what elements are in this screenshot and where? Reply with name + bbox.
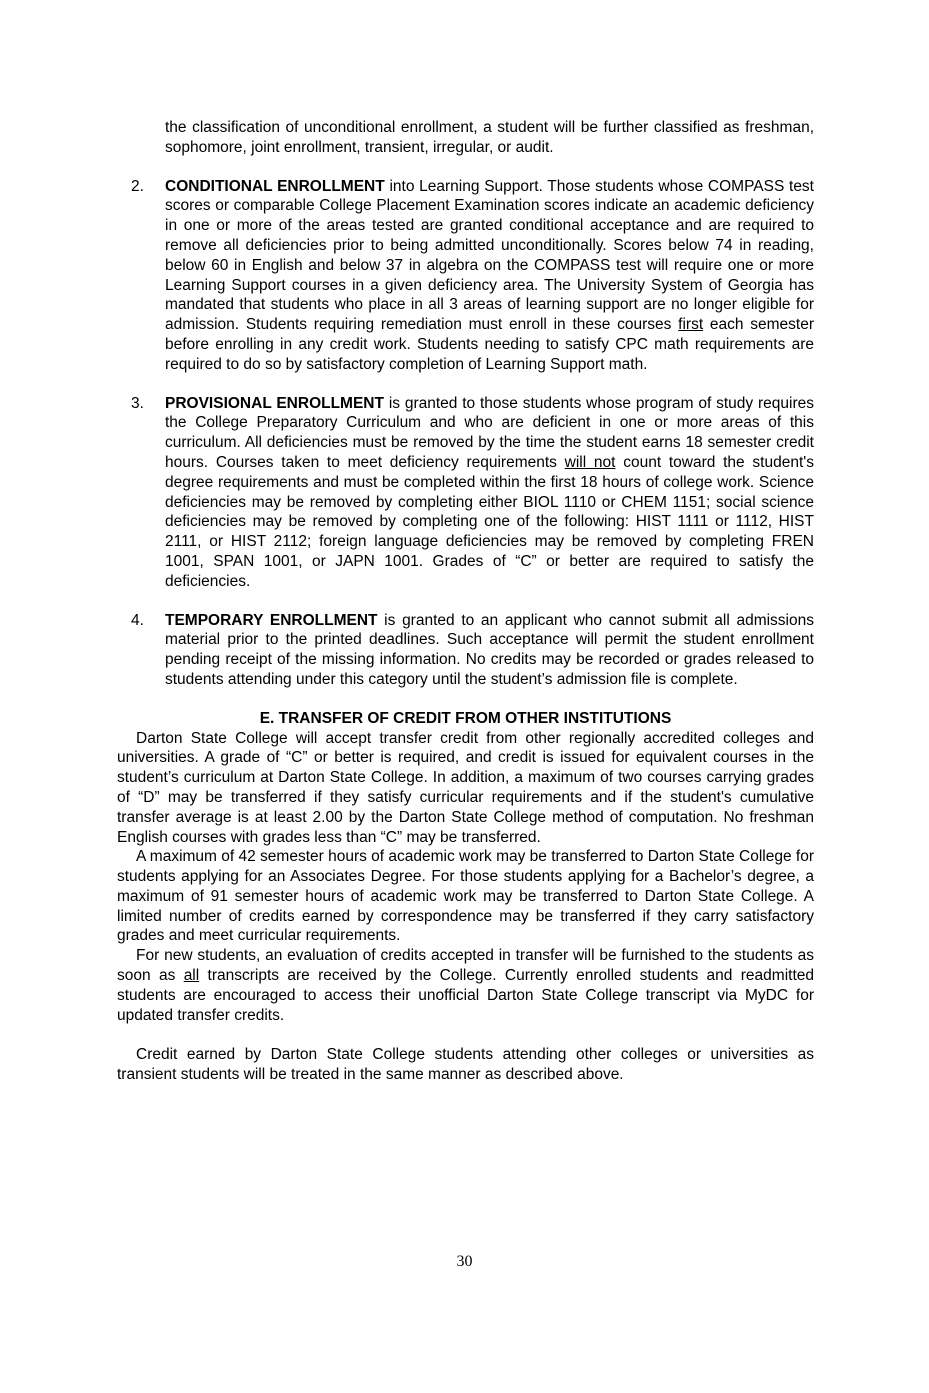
paragraph-text: transcripts are received by the College. Currently enrolled students and readmitted students are encouraged to access their unofficial Darton State College transcript via MyDC for updated transfer credits. bbox=[117, 967, 814, 1024]
paragraph-text: For new students, an evaluation of credits accepted in transfer will be furnished to the students as soon as bbox=[117, 947, 814, 985]
section-heading: E. TRANSFER OF CREDIT FROM OTHER INSTITUTIONS bbox=[259, 709, 672, 727]
paragraph-transient: Credit earned by Darton State College students attending other colleges or universities as transient students will be treated in the same manner as described above. bbox=[117, 1046, 814, 1084]
document-page bbox=[117, 118, 814, 1085]
spacer bbox=[117, 592, 814, 611]
underlined-text: first bbox=[678, 316, 704, 334]
list-item-conditional-enrollment bbox=[117, 177, 814, 375]
paragraph-transfer-credit: Darton State College will accept transfer credit from other regionally accredited colleges and universities. A grade of “C” or better is required, and credit is issued for equivalent courses in the student’s curriculum at Darton State College. In addition, a maximum of two courses carrying grades of “D” may be transferred if they satisfy curricular requirements and if the student's cumulative transfer average is at least 2.00 by the Darton State College method of computation. No freshman English courses with grades less than “C” may be transferred. bbox=[117, 729, 814, 846]
list-item-text: is granted to an applicant who cannot submit all admissions material prior to the printed deadlines. Such acceptance will permit the student enrollment pending receipt of the missing information. No credits may be recorded or grades released to students attending under this category until the student’s admission file is complete. bbox=[165, 611, 814, 688]
intro-continuation: the classification of unconditional enrollment, a student will be further classified as freshman, sophomore, joint enrollment, transient, irregular, or audit. bbox=[165, 119, 814, 156]
list-item-title: TEMPORARY ENROLLMENT bbox=[165, 611, 378, 629]
list-item-number: 4. bbox=[131, 611, 144, 629]
list-item-number: 3. bbox=[131, 394, 144, 412]
paragraph-semester-hours: A maximum of 42 semester hours of academic work may be transferred to Darton State College for students applying for an Associates Degree. For those students applying for a Bachelor’s degree, a maximum of 91 semester hours of academic work may be transferred to Darton State College. A limited number of credits earned by correspondence may be transferred if they carry satisfactory grades and meet curricular requirements. bbox=[117, 848, 814, 945]
list-item-text: each semester before enrolling in any credit work. Students needing to satisfy CPC math requirements are required to do so by satisfactory completion of Learning Support math. bbox=[165, 316, 814, 373]
list-item-title: CONDITIONAL ENROLLMENT bbox=[165, 177, 385, 195]
list-item-provisional-enrollment bbox=[117, 394, 814, 592]
list-item-number: 2. bbox=[131, 177, 144, 195]
list-item-temporary-enrollment bbox=[117, 611, 814, 690]
spacer bbox=[117, 158, 814, 177]
underlined-text: will not bbox=[564, 453, 616, 471]
page-number: 30 bbox=[456, 1253, 473, 1270]
underlined-text: all bbox=[183, 967, 200, 985]
list-item-title: PROVISIONAL ENROLLMENT bbox=[165, 394, 384, 412]
list-item-text: into Learning Support. Those students whose COMPASS test scores or comparable College Placement Examination scores indicate an academic deficiency in one or more of the areas tested are granted conditional acceptance and are required to remove all deficiencies prior to being admitted unconditionally. Scores below 74 in reading, below 60 in English and below 37 in algebra on the COMPASS test will require one or more Learning Support courses in a given deficiency area. The University System of Georgia has mandated that students who place in all 3 areas of learning support are no longer eligible for admission. Students requiring remediation must enroll in these courses bbox=[165, 177, 814, 334]
list-item-text: is granted to those students whose program of study requires the College Preparatory Curriculum and who are deficient in one or more areas of this curriculum. All deficiencies must be removed by the time the student earns 18 semester credit hours. Courses taken to meet deficiency requirements bbox=[165, 394, 814, 471]
spacer bbox=[117, 375, 814, 394]
paragraph-evaluation bbox=[117, 946, 814, 1025]
list-item-text: count toward the student's degree requirements and must be completed within the first 18 hours of college work. Science deficiencies may be removed by completing either BIOL 1110 or CHEM 1151; social science deficiencies may be removed by completing one of the following: HIST 1111 or 1112, HIST 2111, or HIST 2112; foreign language deficiencies may be removed by completing FREN 1001, SPAN 1001, or JAPN 1001. Grades of “C” or better are required to satisfy the deficiencies. bbox=[165, 453, 814, 590]
